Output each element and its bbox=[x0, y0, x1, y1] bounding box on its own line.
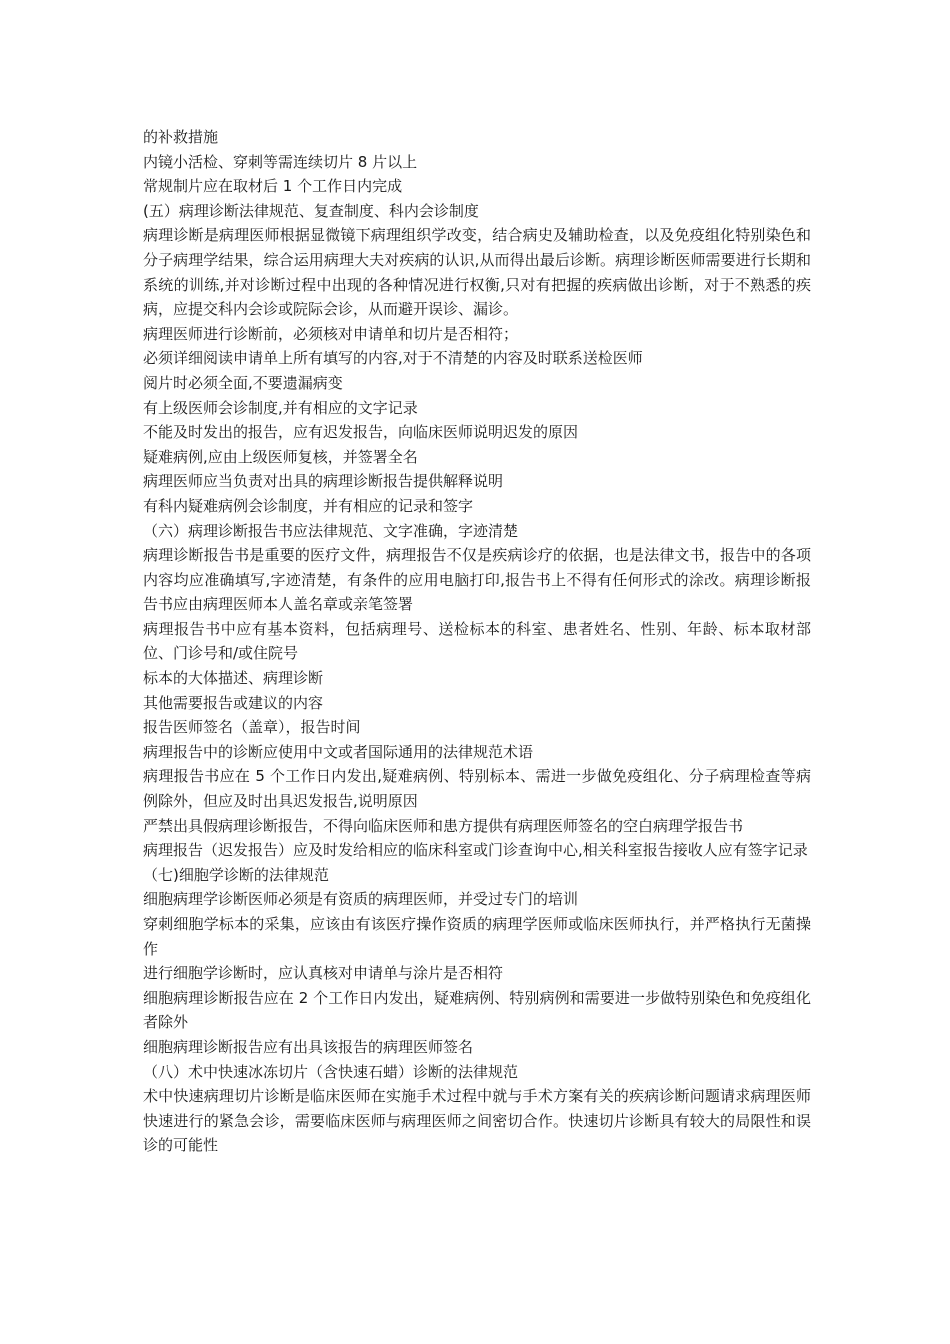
section-heading-8: （八）术中快速冰冻切片（含快速石蜡）诊断的法律规范 bbox=[143, 1062, 519, 1081]
section-heading-5: (五）病理诊断法律规范、复查制度、科内会诊制度 bbox=[143, 201, 479, 220]
paragraph-6: 病理医师进行诊断前，必须核对申请单和切片是否相符； bbox=[143, 324, 519, 343]
paragraph-27: 进行细胞学诊断时，应认真核对申请单与涂片是否相符 bbox=[143, 964, 504, 983]
section-heading-6: （六）病理诊断报告书应法律规范、文字准确，字迹清楚 bbox=[143, 521, 519, 540]
paragraph-13: 有科内疑难病例会诊制度，并有相应的记录和签字 bbox=[143, 496, 474, 515]
paragraph-22: 严禁出具假病理诊断报告，不得向临床医师和患方提供有病理医师签名的空白病理学报告书 bbox=[143, 816, 744, 835]
paragraph-12: 病理医师应当负责对出具的病理诊断报告提供解释说明 bbox=[143, 472, 504, 491]
paragraph-29: 细胞病理诊断报告应有出具该报告的病理医师签名 bbox=[143, 1037, 474, 1056]
paragraph-16: 病理报告书中应有基本资料，包括病理号、送检标本的科室、患者姓名、性别、年龄、标本取材部位、门诊号和/或住院号 bbox=[143, 619, 811, 663]
paragraph-23: 病理报告（迟发报告）应及时发给相应的临床科室或门诊查询中心,相关科室报告接收人应有签字记录 bbox=[143, 841, 808, 860]
paragraph-25: 细胞病理学诊断医师必须是有资质的病理医师，并受过专门的培训 bbox=[143, 890, 579, 909]
paragraph-9: 有上级医师会诊制度,并有相应的文字记录 bbox=[143, 398, 418, 417]
paragraph-8: 阅片时必须全面,不要遗漏病变 bbox=[143, 373, 343, 392]
paragraph-28: 细胞病理诊断报告应在 2 个工作日内发出，疑难病例、特别病例和需要进一步做特别染色和免疫组化者除外 bbox=[143, 988, 811, 1032]
paragraph-17: 标本的大体描述、病理诊断 bbox=[143, 669, 324, 688]
paragraph-1: 的补救措施 bbox=[143, 128, 219, 146]
paragraph-3: 常规制片应在取材后 1 个工作日内完成 bbox=[143, 177, 403, 196]
paragraph-31: 术中快速病理切片诊断是临床医师在实施手术过程中就与手术方案有关的疾病诊断问题请求病理医师快速进行的紧急会诊，需要临床医师与病理医师之间密切合作。快速切片诊断具有较大的局限性和误诊的可能性 bbox=[143, 1087, 811, 1155]
section-heading-7: （七)细胞学诊断的法律规范 bbox=[143, 865, 329, 884]
paragraph-2: 内镜小活检、穿刺等需连续切片 8 片以上 bbox=[143, 152, 418, 171]
paragraph-11: 疑难病例,应由上级医师复核，并签署全名 bbox=[143, 447, 418, 466]
paragraph-5: 病理诊断是病理医师根据显微镜下病理组织学改变，结合病史及辅助检查，以及免疫组化特别染色和分子病理学结果，综合运用病理大夫对疾病的认识,从而得出最后诊断。病理诊断医师需要进行长期和系统的训练,并对诊断过程中出现的各种情况进行权衡,只对有把握的疾病做出诊断，对于不熟悉的疾病，应提交科内会诊或院际会诊，从而避开误诊、漏诊。 bbox=[143, 226, 811, 319]
paragraph-21: 病理报告书应在 5 个工作日内发出,疑难病例、特别标本、需进一步做免疫组化、分子病理检查等病例除外，但应及时出具迟发报告,说明原因 bbox=[143, 767, 811, 811]
paragraph-15: 病理诊断报告书是重要的医疗文件，病理报告不仅是疾病诊疗的依据，也是法律文书，报告中的各项内容均应准确填写,字迹清楚，有条件的应用电脑打印,报告书上不得有任何形式的涂改。病理诊断报告书应由病理医师本人盖名章或亲笔签署 bbox=[143, 546, 811, 614]
document-body bbox=[143, 125, 811, 1158]
paragraph-26: 穿刺细胞学标本的采集，应该由有该医疗操作资质的病理学医师或临床医师执行，并严格执行无菌操作 bbox=[143, 915, 811, 958]
paragraph-20: 病理报告中的诊断应使用中文或者国际通用的法律规范术语 bbox=[143, 742, 534, 761]
paragraph-10: 不能及时发出的报告，应有迟发报告，向临床医师说明迟发的原因 bbox=[143, 423, 579, 442]
paragraph-19: 报告医师签名（盖章），报告时间 bbox=[143, 718, 361, 737]
paragraph-7: 必须详细阅读申请单上所有填写的内容,对于不清楚的内容及时联系送检医师 bbox=[143, 349, 643, 368]
paragraph-18: 其他需要报告或建议的内容 bbox=[143, 693, 324, 712]
